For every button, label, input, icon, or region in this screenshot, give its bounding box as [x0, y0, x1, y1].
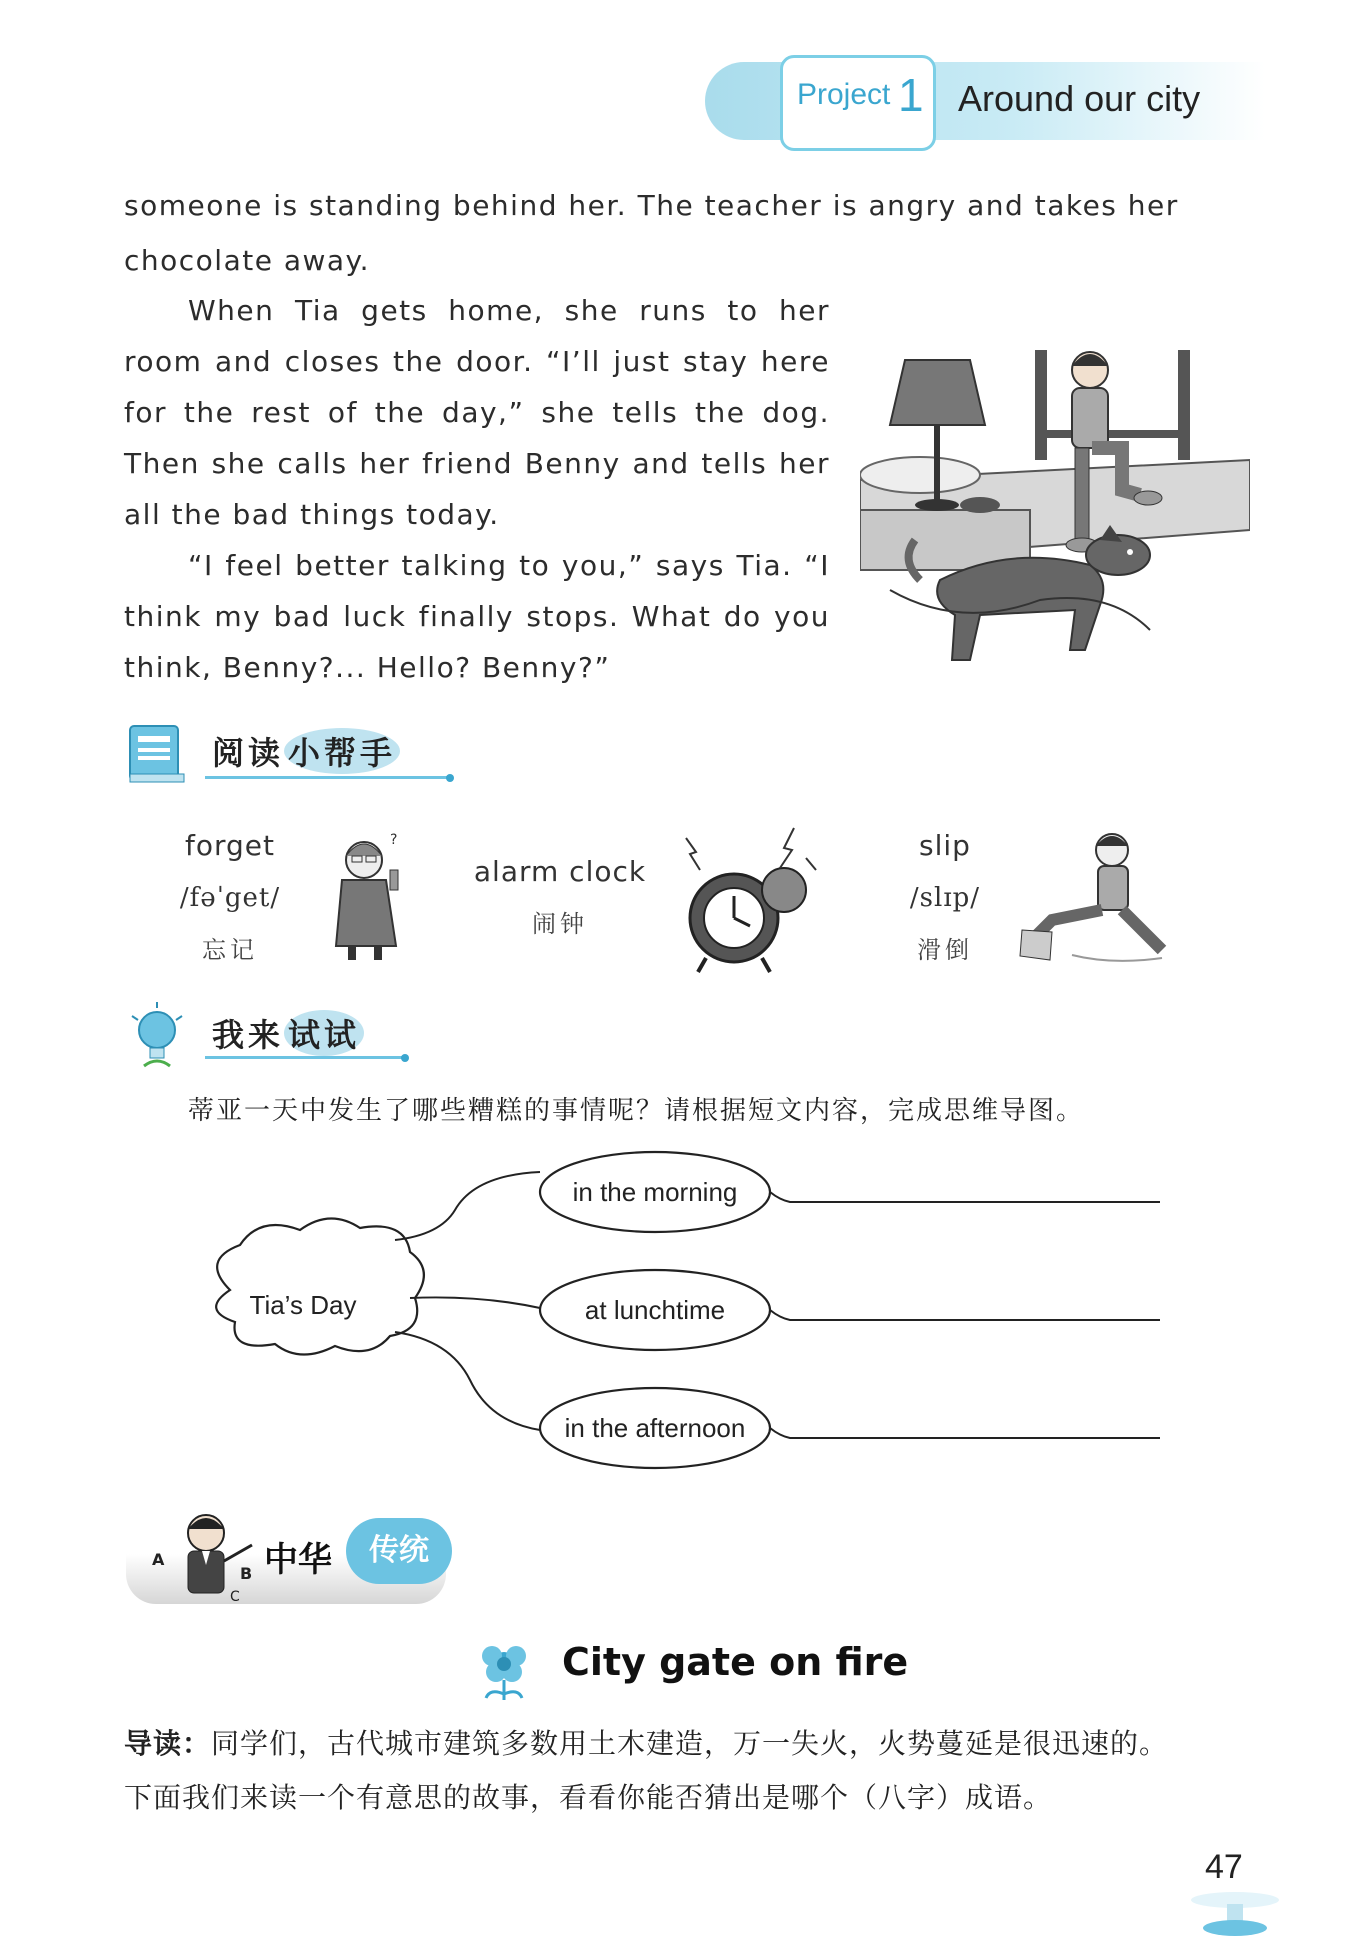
mind-map-branch-afternoon: in the afternoon [564, 1413, 746, 1443]
center-cloud [216, 1218, 424, 1354]
svg-text:?: ? [390, 832, 398, 848]
story-continuation: someone is standing behind her. The teacher is angry and takes her chocolate away. [124, 189, 1179, 277]
vocab-alarm-clock [470, 846, 650, 950]
vocab-forget [160, 820, 300, 976]
book-icon [124, 722, 190, 786]
tradition-badge-highlight: 传统 [346, 1518, 452, 1584]
vocab-word: slip [919, 829, 971, 862]
answer-line-morning [770, 1192, 1160, 1202]
svg-text:B: B [240, 1564, 253, 1583]
page-number-pedestal [1185, 1890, 1285, 1940]
alarm-clock-icon [676, 818, 826, 978]
try-it-title-highlight: 试试 [284, 1010, 364, 1056]
svg-text:A: A [152, 1550, 165, 1569]
vocab-slip [890, 820, 1000, 976]
mind-map-center: Tia’s Day [249, 1290, 357, 1320]
try-it-dot [401, 1054, 409, 1062]
forgetful-lady-icon [318, 828, 418, 968]
vocab-phonetic: /slɪp/ [909, 883, 981, 913]
project-number: 1 [898, 69, 924, 121]
lightbulb-icon [128, 1002, 186, 1074]
try-it-heading [212, 1010, 364, 1056]
answer-line-lunchtime [770, 1310, 1160, 1320]
story-column [124, 285, 830, 693]
vocab-meaning: 滑倒 [917, 936, 973, 964]
tia-phone-dog-illustration [860, 330, 1250, 670]
svg-text:C: C [230, 1589, 240, 1605]
guide-paragraph-line1 [124, 1722, 1274, 1762]
try-it-underline [205, 1056, 405, 1059]
story-paragraph-better: “I feel better talking to you,” says Tia. “I think my bad luck finally stops. What do you think, Benny?... Hello? Benny?” [124, 549, 830, 684]
mind-map-branch-morning: in the morning [572, 1177, 738, 1207]
try-it-title-plain: 我来 [212, 1016, 285, 1054]
answer-line-afternoon [770, 1428, 1160, 1438]
tradition-story-title: City gate on fire [562, 1640, 909, 1684]
tradition-badge-plain: 中华 [264, 1540, 332, 1580]
vocab-phonetic: /fəˈget/ [179, 883, 281, 913]
guide-label: 导读： [124, 1727, 212, 1760]
flower-icon [474, 1636, 534, 1710]
story-paragraph-home: When Tia gets home, she runs to her room and closes the door. “I’ll just stay here for the rest of the day,” she tells the dog. Then she calls her friend Benny and tells her all the bad things today. [124, 294, 830, 531]
reading-helper-underline [205, 776, 450, 779]
vocab-meaning: 忘记 [202, 936, 258, 964]
guide-paragraph-line2: 下面我们来读一个有意思的故事，看看你能否猜出是哪个（八字）成语。 [124, 1781, 1053, 1814]
unit-title: Around our city [958, 78, 1201, 119]
page-number: 47 [1205, 1848, 1243, 1886]
guide-line1-text: 同学们，古代城市建筑多数用土木建造，万一失火，火势蔓延是很迅速的。 [211, 1727, 1169, 1760]
mind-map-branch-lunchtime: at lunchtime [584, 1295, 726, 1325]
slipping-girl-icon [1012, 820, 1182, 970]
reading-helper-heading [212, 728, 400, 774]
teacher-character-icon [148, 1505, 263, 1605]
vocab-word: forget [185, 829, 275, 862]
try-it-instruction: 蒂亚一天中发生了哪些糟糕的事情呢？请根据短文内容，完成思维导图。 [188, 1096, 1085, 1126]
reading-helper-title-plain: 阅读 [212, 734, 285, 772]
vocab-word: alarm clock [473, 855, 647, 888]
tradition-badge-label [264, 1532, 332, 1581]
reading-helper-dot [446, 774, 454, 782]
reading-helper-title-highlight: 小帮手 [284, 728, 400, 774]
project-label: Project [797, 78, 891, 111]
vocab-meaning: 闹钟 [532, 910, 588, 938]
